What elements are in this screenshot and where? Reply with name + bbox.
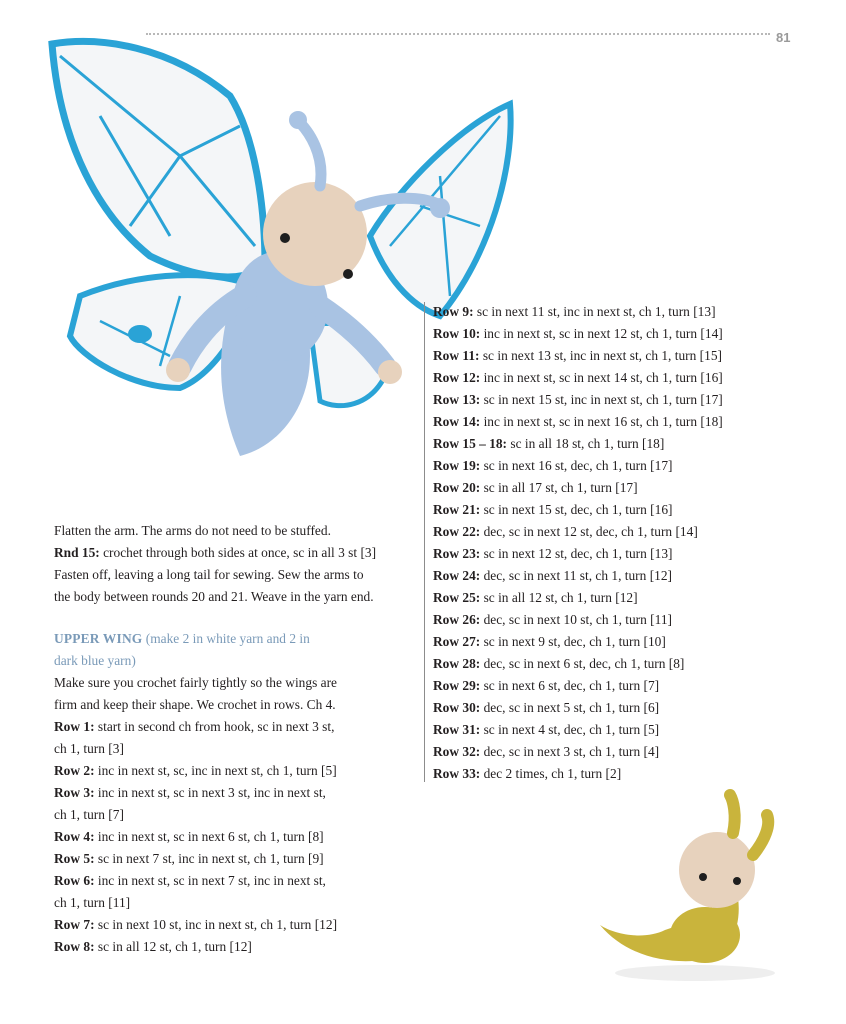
text-line [433, 675, 813, 697]
row-label: Row 5: [54, 851, 95, 866]
line-text: dec, sc in next 3 st, ch 1, turn [4] [480, 744, 660, 759]
line-text: dec, sc in next 10 st, ch 1, turn [11] [480, 612, 672, 627]
row-label: Row 28: [433, 656, 481, 671]
page-number: 81 [776, 30, 791, 45]
row-label: Row 21: [433, 502, 481, 517]
text-line [54, 586, 404, 608]
text-line [54, 782, 404, 804]
column-divider [424, 302, 425, 782]
row-label: Row 10: [433, 326, 481, 341]
row-label: Row 2: [54, 763, 95, 778]
text-line [433, 411, 813, 433]
section-title: UPPER WING [54, 631, 143, 646]
text-line [54, 520, 404, 542]
row-label: Row 25: [433, 590, 481, 605]
text-line [433, 631, 813, 653]
text-line [54, 542, 404, 564]
section-heading [54, 628, 404, 650]
caterpillar-amigurumi-photo [585, 785, 785, 985]
line-text: sc in next 16 st, dec, ch 1, turn [17] [480, 458, 673, 473]
row-label: Row 8: [54, 939, 95, 954]
line-text: sc in next 15 st, inc in next st, ch 1, turn [17] [480, 392, 723, 407]
line-text: sc in next 11 st, inc in next st, ch 1, turn [13] [473, 304, 716, 319]
line-text: inc in next st, sc in next 3 st, inc in next st, [94, 785, 326, 800]
row-label: Row 9: [433, 304, 474, 319]
line-text: firm and keep their shape. We crochet in rows. Ch 4. [54, 697, 336, 712]
line-text: sc in next 4 st, dec, ch 1, turn [5] [480, 722, 660, 737]
line-text: sc in next 13 st, inc in next st, ch 1, turn [15] [479, 348, 722, 363]
row-label: Row 32: [433, 744, 481, 759]
line-text: sc in all 12 st, ch 1, turn [12] [480, 590, 638, 605]
text-line [433, 719, 813, 741]
line-text: inc in next st, sc in next 16 st, ch 1, turn [18] [480, 414, 723, 429]
text-line [433, 345, 813, 367]
line-text: sc in all 18 st, ch 1, turn [18] [507, 436, 665, 451]
line-text: dec, sc in next 6 st, dec, ch 1, turn [8] [480, 656, 685, 671]
line-text: sc in next 7 st, inc in next st, ch 1, turn [9] [94, 851, 324, 866]
line-text: sc in next 9 st, dec, ch 1, turn [10] [480, 634, 666, 649]
row-label: Row 13: [433, 392, 481, 407]
header-dotted-rule [146, 33, 770, 35]
text-line [54, 672, 404, 694]
left-column [54, 520, 404, 958]
text-line [54, 826, 404, 848]
row-label: Row 31: [433, 722, 481, 737]
text-line [433, 609, 813, 631]
text-line [433, 433, 813, 455]
text-line [54, 914, 404, 936]
section-subtitle-line: dark blue yarn) [54, 653, 136, 668]
row-label: Row 20: [433, 480, 481, 495]
text-line [54, 804, 404, 826]
section-subtitle: (make 2 in white yarn and 2 in [142, 631, 310, 646]
line-text: sc in next 12 st, dec, ch 1, turn [13] [480, 546, 673, 561]
line-text: start in second ch from hook, sc in next 3 st, [94, 719, 335, 734]
right-column [433, 301, 813, 785]
row-label: Row 12: [433, 370, 481, 385]
text-line [433, 301, 813, 323]
text-line [433, 455, 813, 477]
row-label: Rnd 15: [54, 545, 100, 560]
text-line [54, 936, 404, 958]
text-line [54, 848, 404, 870]
text-line [433, 367, 813, 389]
row-label: Row 24: [433, 568, 481, 583]
line-text: ch 1, turn [11] [54, 895, 131, 910]
line-text: the body between rounds 20 and 21. Weave in the yarn end. [54, 589, 374, 604]
line-text: dec, sc in next 12 st, dec, ch 1, turn [14] [480, 524, 698, 539]
line-text: inc in next st, sc, inc in next st, ch 1, turn [5] [94, 763, 337, 778]
text-line [433, 653, 813, 675]
row-label: Row 26: [433, 612, 481, 627]
text-line [433, 741, 813, 763]
text-line [54, 716, 404, 738]
text-line [433, 763, 813, 785]
line-text: inc in next st, sc in next 12 st, ch 1, turn [14] [480, 326, 723, 341]
text-line [433, 499, 813, 521]
row-label: Row 19: [433, 458, 481, 473]
row-label: Row 33: [433, 766, 481, 781]
text-line [54, 892, 404, 914]
text-line [433, 521, 813, 543]
text-line [433, 323, 813, 345]
line-text: inc in next st, sc in next 6 st, ch 1, turn [8] [94, 829, 324, 844]
line-text: dec, sc in next 5 st, ch 1, turn [6] [480, 700, 660, 715]
text-line [433, 477, 813, 499]
text-line [433, 543, 813, 565]
line-text: ch 1, turn [3] [54, 741, 124, 756]
row-label: Row 15 – 18: [433, 436, 508, 451]
line-text: inc in next st, sc in next 7 st, inc in next st, [94, 873, 326, 888]
row-label: Row 22: [433, 524, 481, 539]
line-text: inc in next st, sc in next 14 st, ch 1, turn [16] [480, 370, 723, 385]
text-line [54, 870, 404, 892]
text-line [433, 565, 813, 587]
line-text: sc in next 15 st, dec, ch 1, turn [16] [480, 502, 673, 517]
row-label: Row 6: [54, 873, 95, 888]
row-label: Row 29: [433, 678, 481, 693]
line-text: sc in all 12 st, ch 1, turn [12] [94, 939, 252, 954]
line-text: dec 2 times, ch 1, turn [2] [480, 766, 622, 781]
line-text: sc in next 10 st, inc in next st, ch 1, turn [12] [94, 917, 338, 932]
row-label: Row 1: [54, 719, 95, 734]
row-label: Row 3: [54, 785, 95, 800]
text-line [54, 564, 404, 586]
row-label: Row 4: [54, 829, 95, 844]
row-label: Row 23: [433, 546, 481, 561]
line-text: Flatten the arm. The arms do not need to be stuffed. [54, 523, 331, 538]
text-line [54, 760, 404, 782]
line-text: ch 1, turn [7] [54, 807, 124, 822]
line-text: crochet through both sides at once, sc in all 3 st [3] [99, 545, 377, 560]
line-text: sc in next 6 st, dec, ch 1, turn [7] [480, 678, 660, 693]
line-text: Fasten off, leaving a long tail for sewing. Sew the arms to [54, 567, 364, 582]
row-label: Row 14: [433, 414, 481, 429]
row-label: Row 7: [54, 917, 95, 932]
text-line [433, 587, 813, 609]
line-text: Make sure you crochet fairly tightly so the wings are [54, 675, 337, 690]
text-line [433, 697, 813, 719]
text-line [54, 694, 404, 716]
text-line [54, 738, 404, 760]
row-label: Row 27: [433, 634, 481, 649]
line-text: dec, sc in next 11 st, ch 1, turn [12] [480, 568, 672, 583]
row-label: Row 30: [433, 700, 481, 715]
row-label: Row 11: [433, 348, 480, 363]
line-text: sc in all 17 st, ch 1, turn [17] [480, 480, 638, 495]
text-line [433, 389, 813, 411]
